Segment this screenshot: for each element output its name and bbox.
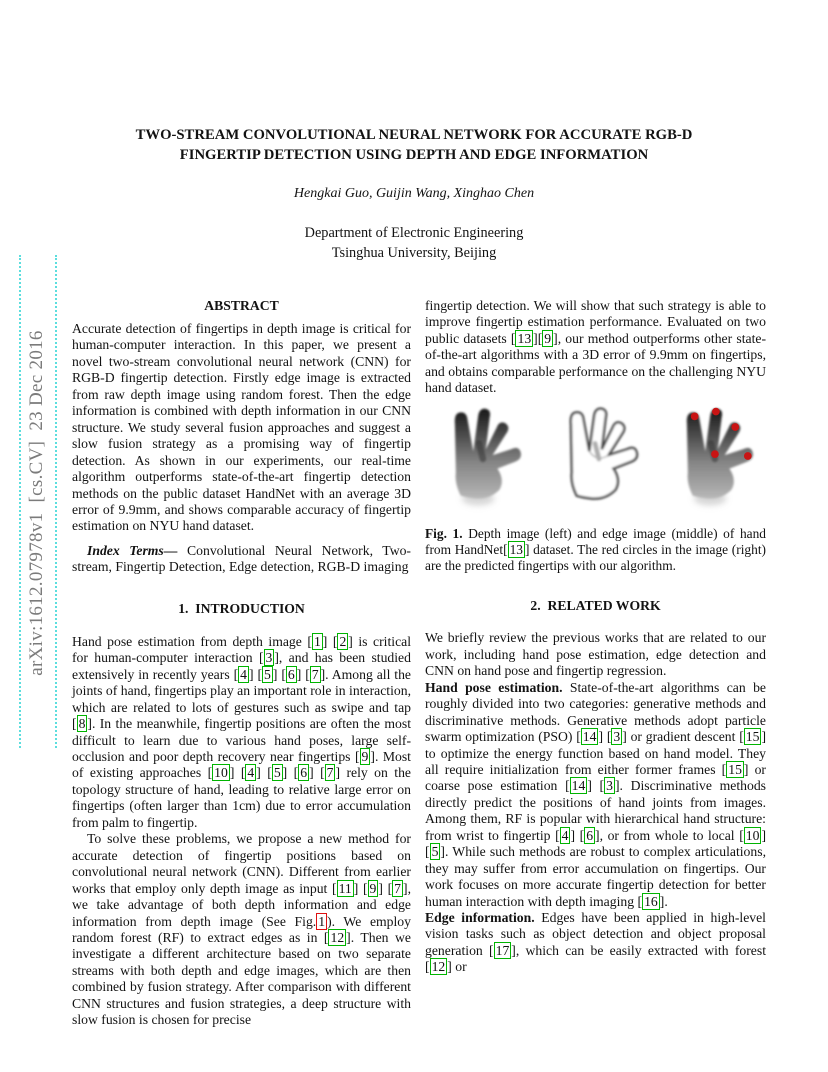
citation-link[interactable]: 3 bbox=[606, 778, 613, 794]
intro-paragraph-1: Hand pose estimation from depth image [ 1 ] [ 2 ] is critical for human-computer interaction [ 3 ], and has been studied extensively in recently years [ 4 ] [ 5 ] [ 6 ] [ 7 ]. Among all the joints of hand, fingertips play an important role in interaction, which are related to lots of gestures such as swipe and tap [ 8 ]. In the meanwhile, fingertip positions are often the most difficult to learn due to various hand poses, large self-occlusion and poor depth recovery near fingertips [ 9 ]. Most of existing approaches [ 10 ] [ 4 ] [ 5 ] [ 6 ] [ 7 ] rely on the topology structure of hand, leading to relative large error on fingertips (often larger than 1cm) due to error accumulation from palm to fingertip. bbox=[72, 633, 412, 830]
related-work-intro-paragraph: We briefly review the previous works that are related to our work, including hand pose estimation, edge detection and CNN on hand pose and fingertip regression. bbox=[425, 630, 766, 679]
citation-link[interactable]: 1 bbox=[313, 633, 321, 649]
citation-link[interactable]: 11 bbox=[338, 880, 352, 896]
citation-link[interactable]: 7 bbox=[311, 666, 319, 682]
citation-link[interactable]: 4 bbox=[240, 666, 247, 682]
citation-link[interactable]: 12 bbox=[431, 959, 446, 975]
citation-link[interactable]: 13 bbox=[517, 330, 532, 346]
authors: Hengkai Guo, Guijin Wang, Xinghao Chen bbox=[293, 186, 535, 201]
citation-link[interactable]: 4 bbox=[247, 765, 255, 781]
section-1-heading: 1. INTRODUCTION bbox=[178, 600, 305, 616]
hand-pose-estimation-paragraph: Hand pose estimation. State-of-the-art algorithms can be roughly divided into two categories: generative methods and discriminative methods. Generative methods adopt particle swarm optimization (PSO) [ 14 ] [ 3 ] or gradient descent [ 15 ] to optimize the energy function based on hand model. They all require initialization from either former frames [ 15 ] or coarse pose estimation [ 14 ] [ 3 ]. Discriminative methods directly predict the positions of hand joints from images. Among them, RF is popular with hierarchical hand structure: from wrist to fingertip [ 4 ] [ 6 ], or from whole to local [ 10 ] [ 5 ]. While such methods are robust to complex articulations, they may suffer from error accumulation on fingertips. Our work focuses on more accurate fingertip detection for better human interaction with depth imaging [ 16 ]. bbox=[425, 679, 767, 909]
citation-link[interactable]: 7 bbox=[326, 765, 334, 781]
citation-link[interactable]: 9 bbox=[361, 748, 369, 764]
right-column bbox=[425, 298, 766, 976]
citation-link[interactable]: 10 bbox=[745, 827, 760, 843]
citation-link[interactable]: 5 bbox=[273, 765, 281, 781]
hand-predicted-image bbox=[659, 399, 767, 515]
citation-link[interactable]: 13 bbox=[509, 541, 523, 557]
citation-link[interactable]: 9 bbox=[544, 330, 552, 346]
abstract-paragraph: Accurate detection of fingertips in depth image is critical for human-computer interaction. In this paper, we present a novel two-stream convolutional neural network (CNN) for RGB-D fingertip detection. Firstly edge image is extracted from raw depth image using random forest. Then the edge information is combined with depth information in our CNN structure. We study several fusion approaches and suggest a slow fusion strategy as a promising way of fingertip detection. As shown in our experiments, our real-time algorithm outperforms state-of-the-art fingertip detection methods on the public dataset HandNet with an average 3D error of 9.9mm, and shows comparable accuracy of fingertip estimation on NYU hand dataset. bbox=[72, 321, 411, 534]
arxiv-watermark: arXiv:1612.07978v1 [cs.CV] 23 Dec 2016 bbox=[26, 330, 47, 676]
hand-depth-image bbox=[427, 399, 535, 515]
citation-link[interactable]: 3 bbox=[265, 650, 273, 666]
affiliation bbox=[0, 224, 828, 263]
citation-link[interactable]: 8 bbox=[78, 716, 86, 732]
watermark-dotted-line-left bbox=[19, 255, 21, 748]
citation-link[interactable]: 15 bbox=[745, 729, 760, 745]
hand-edge-image bbox=[543, 399, 651, 515]
citation-link[interactable]: 10 bbox=[214, 765, 228, 781]
citation-link[interactable]: 17 bbox=[495, 942, 510, 958]
figure-1-caption: Fig. 1. Depth image (left) and edge image (middle) of hand from HandNet[ 13 ] dataset. The red circles in the image (right) are the predicted fingertips with our algorithm. bbox=[425, 525, 767, 574]
edge-information-paragraph: Edge information. Edges have been applied in high-level vision tasks such as object detection and object proposal generation [ 17 ], which can be easily extracted with forest [ 12 ] or bbox=[425, 910, 766, 975]
citation-link[interactable]: 6 bbox=[300, 765, 308, 781]
citation-link[interactable]: 3 bbox=[613, 729, 621, 745]
citation-link[interactable]: 9 bbox=[369, 880, 377, 896]
right-top-paragraph: fingertip detection. We will show that such strategy is able to improve fingertip estimation performance. Evaluated on two public datasets [ 13 ][ 9 ], our method outperforms other state-of-the-art algorithms with a 3D error of 9.9mm on fingertips, and obtains comparable performance on the challenging NYU hand dataset. bbox=[425, 298, 767, 396]
citation-link[interactable]: 14 bbox=[571, 778, 586, 794]
paper-title-line-1: TWO-STREAM CONVOLUTIONAL NEURAL NETWORK FOR ACCURATE RGB-D bbox=[135, 127, 693, 143]
citation-link[interactable]: 7 bbox=[394, 880, 402, 896]
affiliation-line-1: Department of Electronic Engineering bbox=[304, 225, 524, 241]
citation-link[interactable]: 6 bbox=[586, 827, 594, 843]
citation-link[interactable]: 6 bbox=[287, 666, 295, 682]
section-2-heading: 2. RELATED WORK bbox=[530, 598, 661, 614]
watermark-dotted-line-right bbox=[55, 255, 57, 748]
figure-ref-link[interactable]: 1 bbox=[318, 913, 326, 929]
citation-link[interactable]: 15 bbox=[728, 761, 742, 777]
title-block bbox=[0, 126, 828, 165]
intro-paragraph-2: To solve these problems, we propose a new method for accurate detection of fingertip positions based on convolutional neural network (CNN). Different from earlier works that employ only depth image as input [ 11 ] [ 9 ] [ 7 ], we take advantage of both depth information and edge information from depth image (See Fig. 1 ). We employ random forest (RF) to extract edges as in [ 12 ]. Then we investigate a different architecture based on two separate streams with both depth and edge images, which are then combined by fusion strategy. After comparison with different CNN structures and fusion strategies, a deep structure with slow fusion is chosen for precise bbox=[72, 831, 411, 1028]
index-terms: Index Terms— Convolutional Neural Network, Two-stream, Fingertip Detection, Edge detection, RGB-D imaging bbox=[72, 542, 411, 575]
paper-title-line-2: FINGERTIP DETECTION USING DEPTH AND EDGE INFORMATION bbox=[179, 146, 649, 163]
citation-link[interactable]: 4 bbox=[561, 827, 569, 843]
citation-link[interactable]: 2 bbox=[339, 633, 347, 649]
abstract-heading: ABSTRACT bbox=[204, 298, 279, 313]
citation-link[interactable]: 14 bbox=[582, 729, 597, 745]
citation-link[interactable]: 5 bbox=[264, 666, 271, 682]
left-column bbox=[72, 298, 411, 1029]
figure-1 bbox=[425, 399, 766, 515]
citation-link[interactable]: 12 bbox=[330, 929, 345, 945]
citation-link[interactable]: 16 bbox=[644, 893, 658, 909]
citation-link[interactable]: 5 bbox=[431, 844, 439, 860]
affiliation-line-2: Tsinghua University, Beijing bbox=[331, 244, 497, 261]
